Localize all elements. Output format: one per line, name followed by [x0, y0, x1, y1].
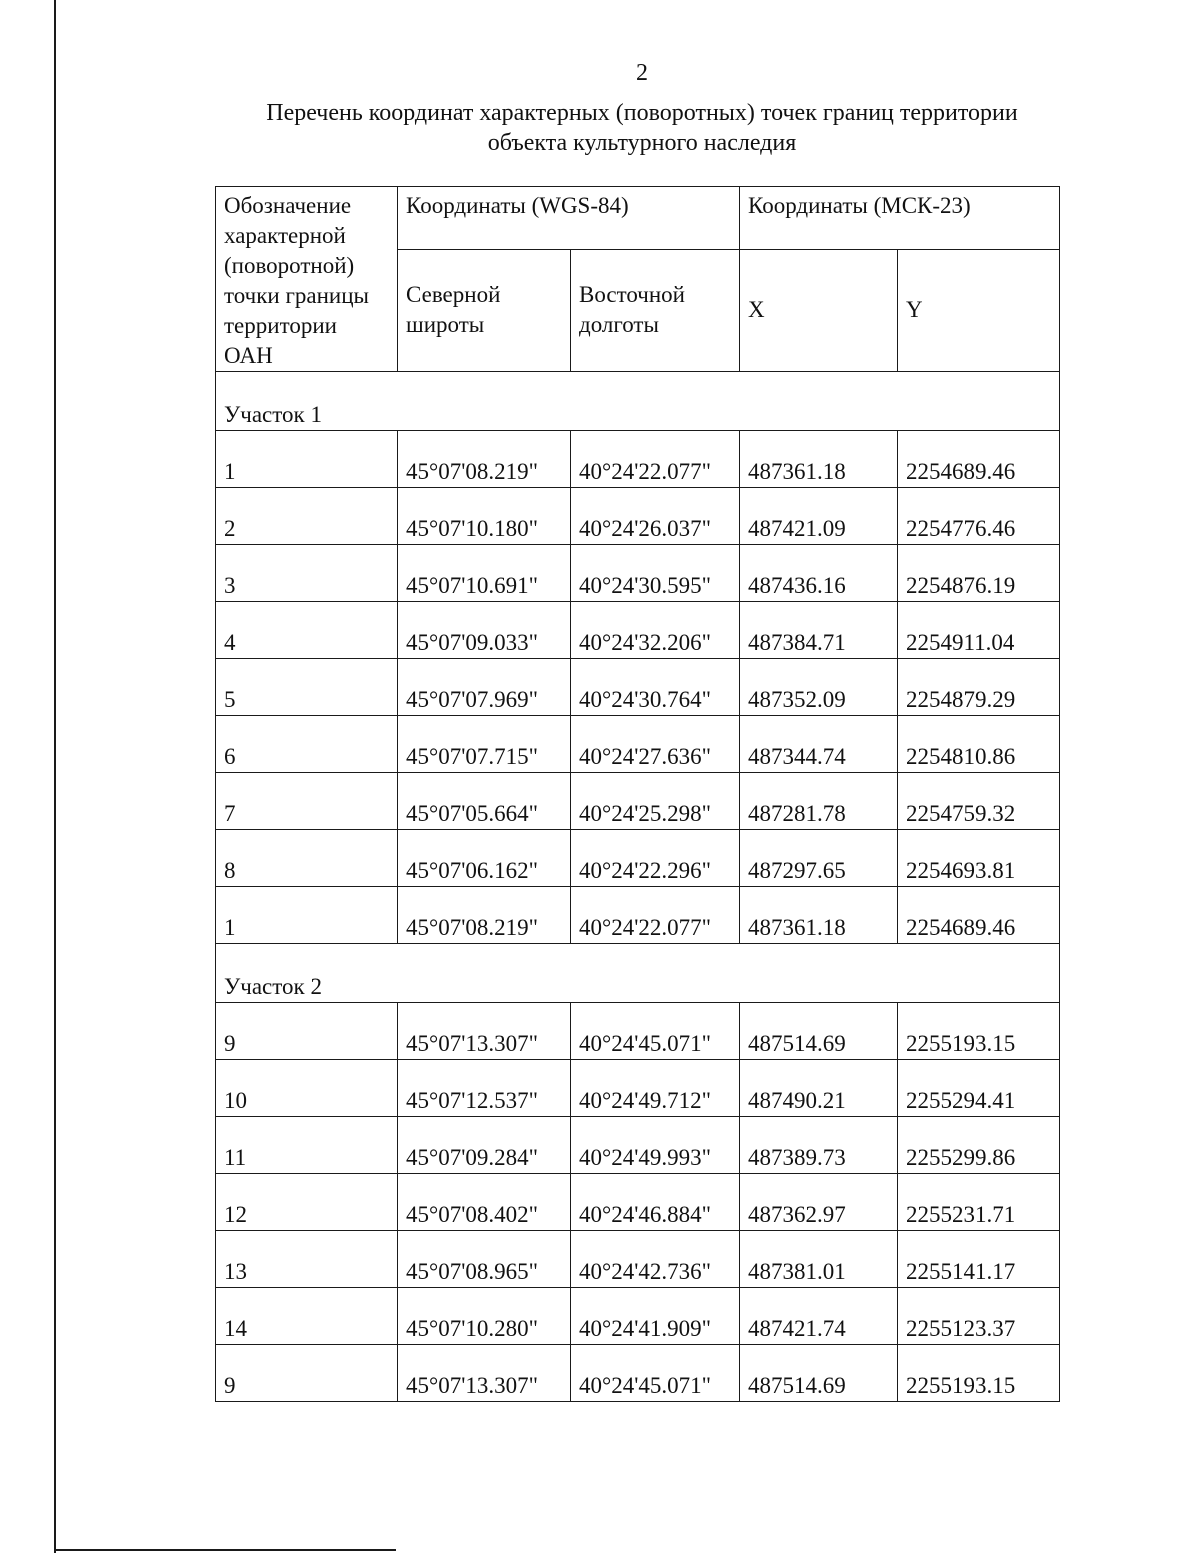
table-row: [216, 830, 1060, 887]
cell-latitude: 45°07'13.307": [398, 1345, 571, 1402]
table-row: [216, 773, 1060, 830]
cell-x: 487421.09: [740, 488, 898, 545]
cell-y: 2255299.86: [898, 1117, 1060, 1174]
cell-point: 13: [216, 1231, 398, 1288]
table-row: [216, 1060, 1060, 1117]
cell-x: 487381.01: [740, 1231, 898, 1288]
cell-point: 12: [216, 1174, 398, 1231]
cell-y: 2254810.86: [898, 716, 1060, 773]
cell-y: 2255231.71: [898, 1174, 1060, 1231]
cell-latitude: 45°07'10.180": [398, 488, 571, 545]
cell-x: 487344.74: [740, 716, 898, 773]
header-north-latitude: Северной широты: [398, 249, 571, 371]
cell-latitude: 45°07'08.965": [398, 1231, 571, 1288]
cell-longitude: 40°24'49.712": [571, 1060, 740, 1117]
cell-latitude: 45°07'10.691": [398, 545, 571, 602]
cell-y: 2255294.41: [898, 1060, 1060, 1117]
table-row: [216, 1288, 1060, 1345]
cell-longitude: 40°24'30.595": [571, 545, 740, 602]
table-row: [216, 545, 1060, 602]
cell-point: 2: [216, 488, 398, 545]
table-row: [216, 1345, 1060, 1402]
cell-y: 2254759.32: [898, 773, 1060, 830]
table-row: [216, 1117, 1060, 1174]
scan-left-edge: [54, 0, 56, 1553]
cell-y: 2254911.04: [898, 602, 1060, 659]
cell-y: 2254689.46: [898, 887, 1060, 944]
cell-longitude: 40°24'32.206": [571, 602, 740, 659]
cell-latitude: 45°07'07.715": [398, 716, 571, 773]
cell-point: 9: [216, 1345, 398, 1402]
header-x: X: [740, 249, 898, 371]
cell-x: 487389.73: [740, 1117, 898, 1174]
cell-y: 2254876.19: [898, 545, 1060, 602]
table-row: [216, 1231, 1060, 1288]
page-number: 2: [636, 60, 648, 86]
cell-longitude: 40°24'30.764": [571, 659, 740, 716]
cell-longitude: 40°24'45.071": [571, 1003, 740, 1060]
table-row: [216, 488, 1060, 545]
cell-y: 2254879.29: [898, 659, 1060, 716]
cell-longitude: 40°24'41.909": [571, 1288, 740, 1345]
cell-point: 5: [216, 659, 398, 716]
header-east-longitude: Восточной долготы: [571, 249, 740, 371]
document-title: [200, 98, 1084, 158]
cell-point: 4: [216, 602, 398, 659]
cell-point: 14: [216, 1288, 398, 1345]
cell-x: 487297.65: [740, 830, 898, 887]
cell-longitude: 40°24'46.884": [571, 1174, 740, 1231]
section-label: Участок 2: [216, 944, 1060, 1003]
cell-y: 2255193.15: [898, 1003, 1060, 1060]
table-header-row: [216, 187, 1060, 250]
footer-rule: [56, 1549, 396, 1551]
table-row: [216, 602, 1060, 659]
cell-latitude: 45°07'09.284": [398, 1117, 571, 1174]
cell-point: 8: [216, 830, 398, 887]
cell-point: 1: [216, 887, 398, 944]
coordinates-table: [215, 186, 1060, 1402]
cell-y: 2255193.15: [898, 1345, 1060, 1402]
cell-point: 7: [216, 773, 398, 830]
cell-latitude: 45°07'07.969": [398, 659, 571, 716]
document-title-line-2: объекта культурного наследия: [487, 130, 797, 156]
header-point-designation: Обозначение характерной (поворотной) точки границы территории ОАН: [216, 187, 398, 372]
cell-longitude: 40°24'49.993": [571, 1117, 740, 1174]
table-row: [216, 431, 1060, 488]
cell-point: 1: [216, 431, 398, 488]
cell-latitude: 45°07'05.664": [398, 773, 571, 830]
cell-point: 11: [216, 1117, 398, 1174]
cell-longitude: 40°24'42.736": [571, 1231, 740, 1288]
cell-latitude: 45°07'10.280": [398, 1288, 571, 1345]
cell-longitude: 40°24'45.071": [571, 1345, 740, 1402]
cell-latitude: 45°07'08.219": [398, 431, 571, 488]
cell-x: 487361.18: [740, 431, 898, 488]
cell-y: 2255141.17: [898, 1231, 1060, 1288]
cell-x: 487514.69: [740, 1003, 898, 1060]
cell-point: 9: [216, 1003, 398, 1060]
cell-longitude: 40°24'26.037": [571, 488, 740, 545]
document-title-line-1: Перечень координат характерных (поворотных) точек границ территории: [266, 100, 1018, 126]
cell-y: 2254689.46: [898, 431, 1060, 488]
cell-x: 487361.18: [740, 887, 898, 944]
cell-point: 6: [216, 716, 398, 773]
table-row: [216, 1174, 1060, 1231]
cell-latitude: 45°07'09.033": [398, 602, 571, 659]
section-label: Участок 1: [216, 372, 1060, 431]
cell-point: 10: [216, 1060, 398, 1117]
cell-x: 487384.71: [740, 602, 898, 659]
cell-point: 3: [216, 545, 398, 602]
cell-latitude: 45°07'08.219": [398, 887, 571, 944]
header-msk23-group: Координаты (МСК-23): [740, 187, 1060, 250]
cell-y: 2254776.46: [898, 488, 1060, 545]
cell-x: 487352.09: [740, 659, 898, 716]
cell-latitude: 45°07'13.307": [398, 1003, 571, 1060]
cell-x: 487421.74: [740, 1288, 898, 1345]
cell-longitude: 40°24'25.298": [571, 773, 740, 830]
cell-x: 487490.21: [740, 1060, 898, 1117]
cell-y: 2255123.37: [898, 1288, 1060, 1345]
cell-x: 487436.16: [740, 545, 898, 602]
section-row: [216, 372, 1060, 431]
table-row: [216, 1003, 1060, 1060]
cell-longitude: 40°24'22.077": [571, 431, 740, 488]
cell-x: 487362.97: [740, 1174, 898, 1231]
table-row: [216, 716, 1060, 773]
cell-latitude: 45°07'12.537": [398, 1060, 571, 1117]
cell-longitude: 40°24'22.077": [571, 887, 740, 944]
cell-latitude: 45°07'06.162": [398, 830, 571, 887]
cell-x: 487281.78: [740, 773, 898, 830]
cell-x: 487514.69: [740, 1345, 898, 1402]
cell-longitude: 40°24'22.296": [571, 830, 740, 887]
section-row: [216, 944, 1060, 1003]
header-y: Y: [898, 249, 1060, 371]
cell-y: 2254693.81: [898, 830, 1060, 887]
cell-longitude: 40°24'27.636": [571, 716, 740, 773]
header-wgs84-group: Координаты (WGS-84): [398, 187, 740, 250]
table-row: [216, 887, 1060, 944]
cell-latitude: 45°07'08.402": [398, 1174, 571, 1231]
table-row: [216, 659, 1060, 716]
